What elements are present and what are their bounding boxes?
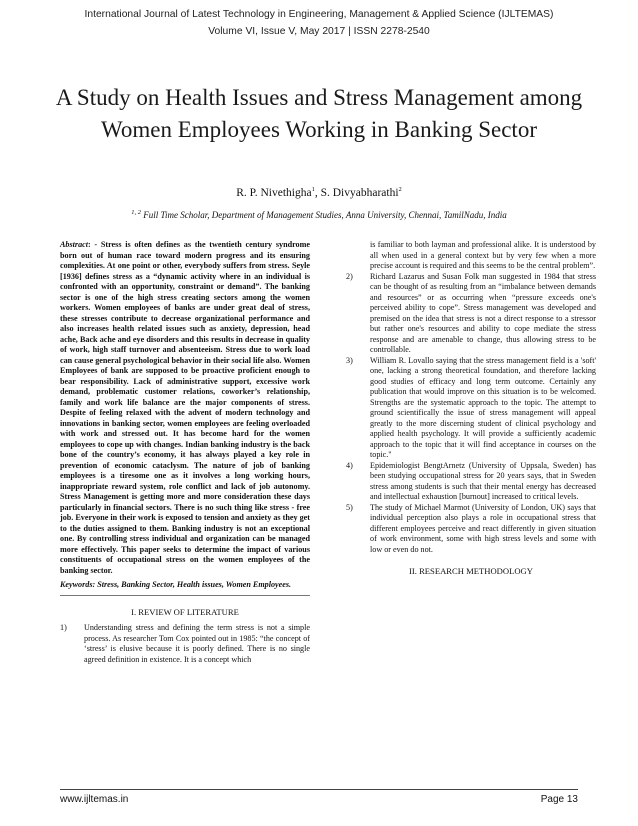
left-column — [60, 240, 310, 665]
list-text: William R. Lovallo saying that the stress management field is a 'soft' one, lacking a strong theoretical foundation, and therefore lacking good studies of efficacy and long term outcome. Certainly any publication that would improve on this situation is to be welcomed. Strengths are the systematic approach to the topic. The attempt to ground scientifically the issue of stress management will appeal greatly to the more discerning student of clinical psychology and applied health psychology. It will provide a sufficiently academic approach to the topic that it will find acceptance in courses on the topic." — [370, 355, 596, 459]
journal-header — [0, 6, 638, 40]
list-number: 2) — [346, 271, 353, 281]
affiliation — [0, 209, 638, 221]
page-number: Page 13 — [540, 794, 578, 805]
author-superscript: 1 — [311, 186, 315, 194]
journal-issue: Volume VI, Issue V, May 2017 | ISSN 2278-2540 — [208, 26, 430, 37]
author-superscript: 2 — [398, 186, 402, 194]
abstract — [60, 240, 310, 576]
literature-list — [346, 272, 596, 556]
section-heading: II. RESEARCH METHODOLOGY — [409, 566, 533, 576]
list-number: 1) — [60, 623, 67, 632]
author-separator: , — [314, 187, 321, 199]
paper-title: A Study on Health Issues and Stress Management among Women Employees Working in Banking Sector — [55, 85, 583, 142]
list-item — [346, 272, 596, 356]
list-item — [346, 356, 596, 461]
list-text: The study of Michael Marmot (University of London, UK) says that individual perception also plays a role in occupational stress that different employees perceive and react differently in given situation of work environment, some with high stress levels and some with low or even do not. — [370, 502, 596, 554]
list-text: Richard Lazarus and Susan Folk man suggested in 1984 that stress can be thought of as resulting from an “imbalance between demands and resources” or as occurring when “pressure exceeds one's perceived ability to cope”. Stress management was developed and premised on the idea that stress is not a direct response to a stressor but rather one's resources and ability to cope mediate the stress response and are amenable to change, thus allowing stress to be controllable. — [370, 271, 596, 354]
list-continuation: is familiar to both layman and professional alike. It is understood by all when used in a general context but by very few when a more precise account is required and this seems to be the central problem”. — [370, 240, 596, 270]
authors — [0, 186, 638, 200]
divider — [60, 595, 310, 596]
section-heading: I. REVIEW OF LITERATURE — [131, 606, 239, 617]
footer-divider — [60, 789, 578, 790]
literature-list — [60, 623, 310, 665]
affiliation-text: Full Time Scholar, Department of Management Studies, Anna University, Chennai, TamilNadu, India — [141, 210, 507, 220]
list-item — [60, 623, 310, 665]
list-item — [346, 503, 596, 556]
abstract-label: Abstract — [60, 240, 88, 249]
author-name: R. P. Nivethigha — [236, 187, 312, 199]
abstract-text: : - Stress is often defines as the twentieth century syndrome born out of human race toward modern progress and its ensuring complexities. At one point or other, everybody suffers from stress. Seyle [1936] defines stress as a “dynamic activity where in an individual is confronted with an opportunity, constraint or demand”. The banking sector is one of the high stress creating sectors among the women workers. Women employees of banks are under great deal of stress, these stresses contribute to decrease organizational performance and also increases health related issues such as anxiety, depression, head ache, Back ache and eye disorders and this results in decrease in quality of work, high staff turnover and absenteeism. Stress due to work load can cause general psychological behavior in their social life also. Women Employees of bank are supposed to be proactive proficient enough to bear responsibility. Lack of administrative support, excessive work demand, problematic customer relations, coworker’s relationship, family and work life balance are the major components of stress. Despite of feeling relaxed with the advent of modern technology and innovations in banking sector, women employees are feeling overloaded with work and stressed out. It has become hard for the women employees to cope up with changes. Indian banking industry is the back bone of the country’s economy, it has always played a key role in prevention of economic cataclysm. The nature of job of banking employees is a tiresome one as it involves a long working hours, inappropriate reward system, role conflict and lack of job autonomy. Stress Management is getting more and more consideration these days particularly in financial sectors. There is no such thing like stress - free job. Everyone in their work is exposed to tension and anxiety as they get to the duties assigned to them. Banking industry is not an exceptional one. By controlling stress individual and organization can be managed more effectively. This paper seeks to determine the impact of various constituents of occupational stress on the women employees of the banking sector. — [60, 240, 310, 575]
journal-name: International Journal of Latest Technology in Engineering, Management & Applied Science (IJLTEMAS) — [84, 9, 554, 20]
author-name: S. Divyabharathi — [320, 187, 399, 199]
list-number: 3) — [346, 355, 353, 365]
affiliation-superscript: 1, 2 — [131, 209, 141, 216]
list-item — [346, 461, 596, 503]
list-number: 4) — [346, 460, 353, 470]
list-number: 5) — [346, 502, 353, 512]
keywords: Keywords: Stress, Banking Sector, Health issues, Women Employees. — [60, 580, 292, 589]
right-column — [346, 240, 596, 583]
list-text: Epidemiologist BengtArnetz (University of Uppsala, Sweden) has been studying occupational stress for 20 years says, that in Sweden stress among students is such that their mental energy has decreased and intellectual exhaustion [burnout] increased to critical levels. — [370, 460, 596, 501]
footer-url: www.ijltemas.in — [60, 794, 129, 805]
list-text: Understanding stress and defining the term stress is not a simple process. As researcher Tom Cox pointed out in 1985: “the concept of ‘stress’ is elusive because it is poorly defined. There is no single agreed definition in existence. It is a concept which — [84, 623, 310, 664]
